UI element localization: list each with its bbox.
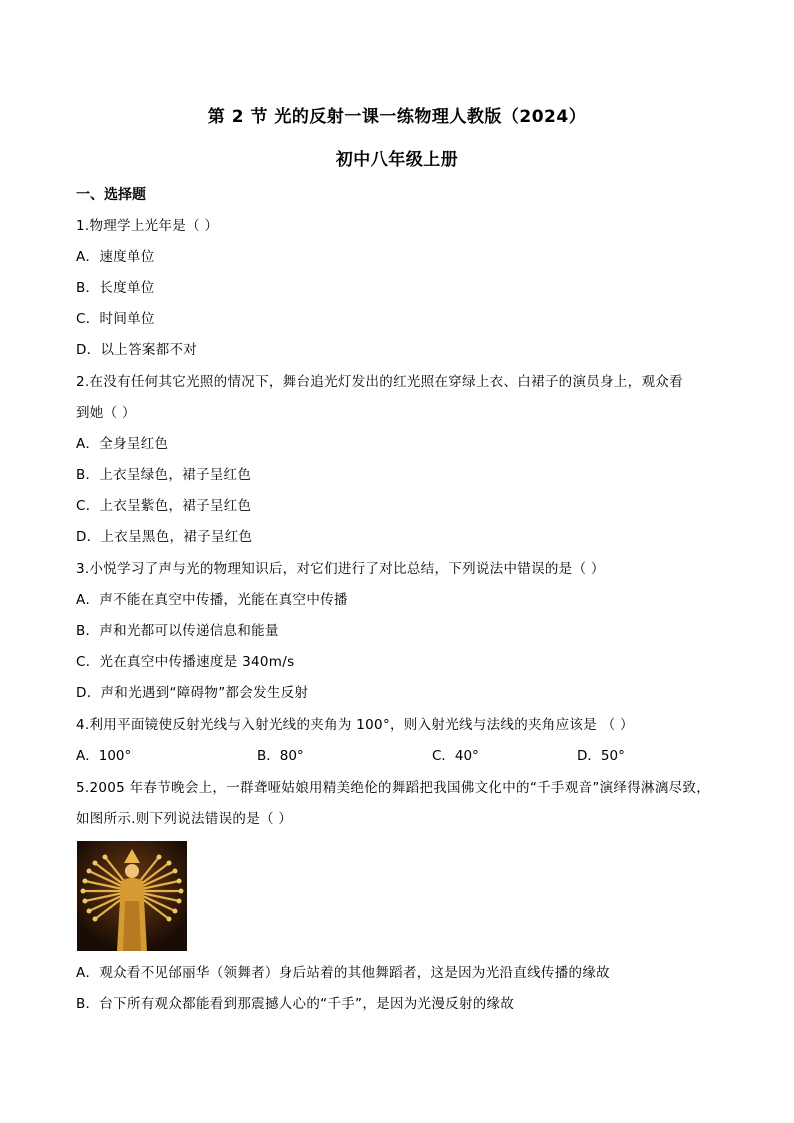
question-5-stem-line-1: 5.2005 年春节晚会上，一群聋哑姑娘用精美绝伦的舞蹈把我国佛文化中的“千手观音”演绎得淋漓尽致， [76,780,711,796]
question-5-option-b: B．台下所有观众都能看到那震撼人心的“千手”，是因为光漫反射的缘故 [76,996,515,1012]
question-4-option-a: A．100° [76,748,132,764]
question-2-option-a: A．全身呈红色 [76,436,169,452]
document-title: 第 2 节 光的反射一课一练物理人教版（2024） [207,107,587,127]
question-2-option-d: D．上衣呈黑色，裙子呈红色 [76,529,253,545]
question-1-option-b: B．长度单位 [76,280,155,296]
document-subtitle: 初中八年级上册 [335,150,459,170]
question-5-stem-line-2: 如图所示.则下列说法错误的是（ ） [76,811,293,827]
question-1-option-c: C．时间单位 [76,311,155,327]
question-3-stem: 3.小悦学习了声与光的物理知识后，对它们进行了对比总结，下列说法中错误的是（ ） [76,561,605,577]
question-3-option-d: D．声和光遇到“障碍物”都会发生反射 [76,685,309,701]
question-4-option-b: B．80° [257,748,304,764]
question-5-option-a: A．观众看不见邰丽华（领舞者）身后站着的其他舞蹈者，这是因为光沿直线传播的缘故 [76,965,610,981]
section-heading: 一、选择题 [76,187,146,203]
question-1-option-a: A．速度单位 [76,249,155,265]
thousand-hand-guanyin-photo [77,841,187,951]
question-4-option-d: D．50° [577,748,625,764]
question-4-stem: 4.利用平面镜使反射光线与入射光线的夹角为 100°，则入射光线与法线的夹角应该是 （ ） [76,717,634,733]
question-1-option-d: D．以上答案都不对 [76,342,198,358]
question-3-option-a: A．声不能在真空中传播，光能在真空中传播 [76,592,348,608]
question-3-option-b: B．声和光都可以传递信息和能量 [76,623,279,639]
question-2-option-b: B．上衣呈绿色，裙子呈红色 [76,467,252,483]
question-4-option-c: C．40° [432,748,479,764]
question-2-stem-line-2: 到她（ ） [76,405,136,421]
question-1-stem: 1.物理学上光年是（ ） [76,218,219,234]
question-3-option-c: C．光在真空中传播速度是 340m/s [76,654,295,670]
question-2-stem-line-1: 2.在没有任何其它光照的情况下，舞台追光灯发出的红光照在穿绿上衣、白裙子的演员身上，观众看 [76,374,683,390]
question-2-option-c: C．上衣呈紫色，裙子呈红色 [76,498,252,514]
